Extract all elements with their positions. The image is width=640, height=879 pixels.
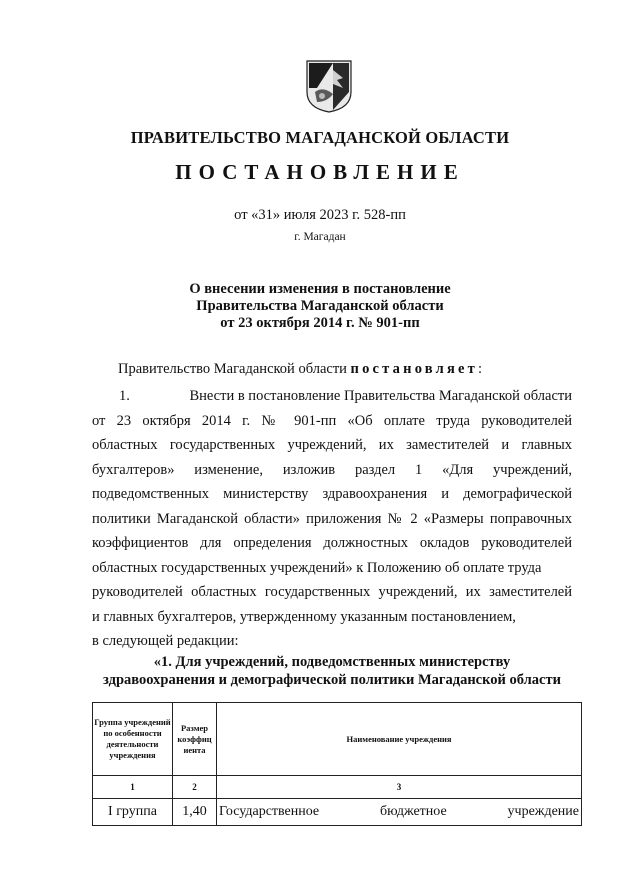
clause-line: и главных бухгалтеров, утвержденному указанным постановлением, <box>92 608 516 625</box>
institution-word: Государственное <box>219 804 320 819</box>
clause-line: от 23 октября 2014 г. № 901-пп «Об оплате труда руководителей <box>92 412 572 429</box>
preamble-subject: Правительство Магаданской области <box>118 361 347 377</box>
clause-line: бухгалтеров» изменение, изложив раздел 1 «Для учреждений, <box>92 461 572 478</box>
table-number-row <box>93 776 582 799</box>
clause-line: политики Магаданской области» приложения № 2 «Размеры поправочных <box>92 510 572 527</box>
column-number: 2 <box>173 776 217 799</box>
clause-line: областных государственных учреждений, их заместителей и главных <box>92 437 572 453</box>
subject-line: от 23 октября 2014 г. № 901-пп <box>220 315 420 331</box>
institution-word: учреждение <box>507 804 579 819</box>
clause-number: 1. <box>119 388 130 404</box>
subject-line: Правительства Магаданской области <box>196 298 444 314</box>
table-header-row <box>93 703 582 776</box>
section-heading-line: «1. Для учреждений, подведомственных министерству <box>153 654 511 670</box>
document-city: г. Магадан <box>294 231 346 243</box>
clause-line: коэффициентов для определения должностных окладов руководителей <box>92 535 572 551</box>
institution-word: бюджетное <box>379 804 447 819</box>
section-heading <box>92 653 572 689</box>
subject-line: О внесении изменения в постановление <box>189 281 451 297</box>
preamble-verb: постановляет <box>350 361 478 377</box>
clause-first-line <box>92 384 572 409</box>
cell-group: I группа <box>93 799 173 826</box>
section-heading-line: здравоохранения и демографической политики Магаданской области <box>103 672 561 688</box>
document-type-title: ПОСТАНОВЛЕНИЕ <box>175 160 465 184</box>
clause-1 <box>92 384 572 654</box>
cell-coefficient: 1,40 <box>173 799 217 826</box>
clause-first-text: Внести в постановление Правительства Магаданской области <box>189 388 572 404</box>
column-number: 1 <box>93 776 173 799</box>
header-coefficient: Размер коэффиц иента <box>173 703 217 776</box>
preamble <box>118 361 482 378</box>
table-row <box>93 799 582 826</box>
coat-of-arms-icon <box>303 58 355 114</box>
government-name: ПРАВИТЕЛЬСТВО МАГАДАНСКОЙ ОБЛАСТИ <box>130 128 510 147</box>
clause-line: подведомственных министерству здравоохранения и демографической <box>92 486 572 502</box>
cell-institution-name <box>217 799 582 826</box>
column-number: 3 <box>217 776 582 799</box>
clause-line: областных государственных учреждений» к Положению об оплате труда <box>92 559 542 576</box>
header-group: Группа учреждений по особенности деятельности учреждения <box>93 703 173 776</box>
preamble-colon: : <box>477 361 482 377</box>
clause-line: в следующей редакции: <box>92 633 239 649</box>
document-date-number: от «31» июля 2023 г. 528-пп <box>234 207 406 223</box>
header-institution-name: Наименование учреждения <box>217 703 582 776</box>
institutions-table <box>92 702 582 826</box>
document-subject <box>0 281 640 332</box>
clause-line: руководителей областных государственных учреждений, их заместителей <box>92 584 572 600</box>
